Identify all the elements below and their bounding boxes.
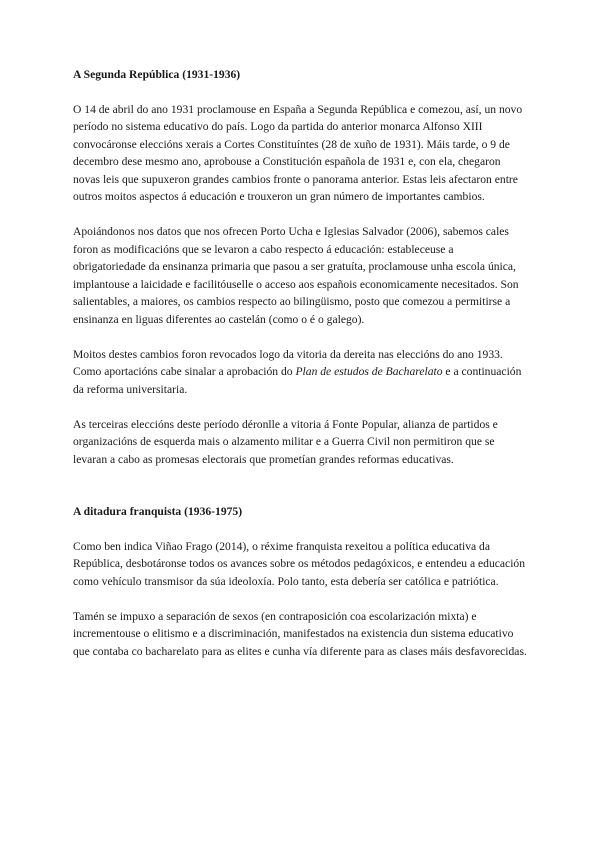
document-body [73, 66, 529, 660]
paragraph-republic-1933-text-a: Moitos destes cambios foron revocados logo da vitoria da dereita nas eleccións do ano 1933. Como aportacións cabe sinalar a aprobación do [73, 347, 503, 378]
paragraph-republic-1933-text-b: e a continuación da reforma universitaria. [73, 365, 522, 396]
plan-de-estudos-title: Plan de estudos de Bacharelato [295, 365, 443, 378]
section-heading-republic: A Segunda República (1931-1936) [73, 68, 241, 81]
paragraph-republic-intro: O 14 de abril do ano 1931 proclamouse en España a Segunda República e comezou, así, un novo período no sistema educativo do país. Logo da partida do anterior monarca Alfonso XIII convocáronse eleccións xerais a Cortes Constituíntes (28 de xuño de 1931). Máis tarde, o 9 de decembro dese mesmo ano, aprobouse a Constitución española de 1931 e, con ela, chegaron novas leis que supuxeron grandes cambios fronte o panorama anterior. Estas leis afectaron entre outros moitos aspectos á educación e trouxeron un gran número de importantes cambios. [73, 102, 523, 203]
paragraph-republic-1933 [73, 346, 529, 399]
section-heading-franco: A ditadura franquista (1936-1975) [73, 505, 243, 518]
paragraph-franco-separation: Tamén se impuxo a separación de sexos (en contraposición coa escolarización mixta) e incrementouse o elitismo e a discriminación, manifestados na existencia dun sistema educativo que contaba co bacharelato para as elites e cunha vía diferente para as clases máis desfavorecidas. [73, 609, 527, 658]
paragraph-republic-reforms: Apoiándonos nos datos que nos ofrecen Porto Ucha e Iglesias Salvador (2006), sabemos cales foron as modificacións que se levaron a cabo respecto á educación: estableceuse a obrigatoriedade da ensinanza primaria que pasou a ser gratuíta, proclamouse unha escola única, implantouse a laicidade e facilitóuselle o acceso aos españois economicamente necesitados. Son salientables, a maiores, os cambios respecto ao bilingüismo, posto que comezou a permitirse a ensinanza en liguas diferentes ao castelán (como o é o galego). [73, 225, 519, 326]
paragraph-republic-third-elections: As terceiras eleccións deste período déronlle a vitoria á Fonte Popular, alianza de partidos e organizacións de esquerda mais o alzamento militar e a Guerra Civil non permitiron que se levaran a cabo as promesas electorais que prometían grandes reformas educativas. [73, 417, 498, 466]
paragraph-franco-intro: Como ben indica Viñao Frago (2014), o réxime franquista rexeitou a política educativa da República, desbotáronse todos os avances sobre os métodos pedagóxicos, e entendeu a educación como vehículo transmisor da súa ideoloxía. Polo tanto, esta debería ser católica e patriótica. [73, 539, 526, 588]
